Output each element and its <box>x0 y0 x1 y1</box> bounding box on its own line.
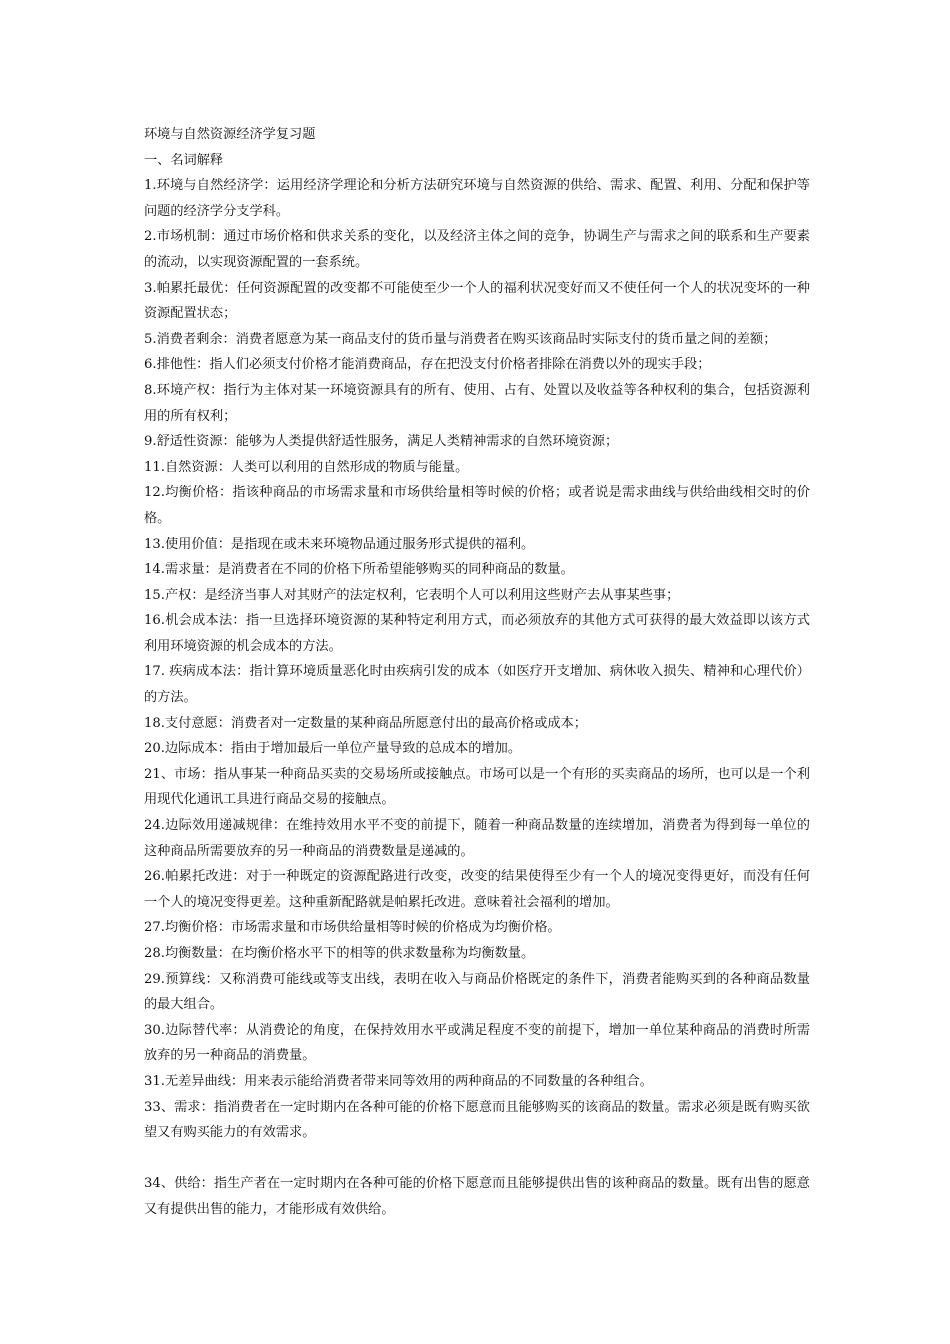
entry-13: 13.使用价值：是指现在或未来环境物品通过服务形式提供的福利。 <box>144 536 535 552</box>
entry-12: 12.均衡价格：指该种商品的市场需求量和市场供给量相等时候的价格；或者说是需求曲线与供给曲线相交时的价格。 <box>144 485 810 526</box>
entry-3: 3.帕累托最优：任何资源配置的改变都不可能使至少一个人的福利状况变好而又不使任何一个人的状况变坏的一种资源配置状态； <box>144 280 810 322</box>
entry-26: 26.帕累托改进：对于一种既定的资源配路进行改变，改变的结果使得至少有一个人的境况变得更好，而没有任何一个人的境况变得更差。这种重新配路就是帕累托改进。意味着社会福利的增加。 <box>144 869 810 910</box>
entry-16: 16.机会成本法：指一旦选择环境资源的某种特定利用方式，而必须放弃的其他方式可获得的最大效益即以该方式利用环境资源的机会成本的方法。 <box>144 613 810 654</box>
entry-17: 17. 疾病成本法：指计算环境质量恶化时由疾病引发的成本（如医疗开支增加、病休收入损失、精神和心理代价）的方法。 <box>144 664 810 706</box>
entry-29: 29.预算线：又称消费可能线或等支出线，表明在收入与商品价格既定的条件下，消费者能购买到的各种商品数量的最大组合。 <box>144 971 810 1013</box>
entry-34: 34、供给：指生产者在一定时期内在各种可能的价格下愿意而且能够提供出售的该种商品的数量。既有出售的愿意又有提供出售的能力，才能形成有效供给。 <box>144 1176 810 1217</box>
entry-15: 15.产权：是经济当事人对其财产的法定权利，它表明个人可以利用这些财产去从事某些事； <box>144 587 680 603</box>
document-page <box>144 122 810 1223</box>
entry-2: 2.市场机制：通过市场价格和供求关系的变化，以及经济主体之间的竞争，协调生产与需求之间的联系和生产要素的流动，以实现资源配置的一套系统。 <box>144 229 810 270</box>
section-heading: 一、名词解释 <box>144 152 224 168</box>
entry-9: 9.舒适性资源：能够为人类提供舒适性服务，满足人类精神需求的自然环境资源； <box>144 434 619 450</box>
entry-1: 1.环境与自然经济学：运用经济学理论和分析方法研究环境与自然资源的供给、需求、配置、利用、分配和保护等问题的经济学分支学科。 <box>144 178 810 219</box>
entry-6: 6.排他性：指人们必须支付价格才能消费商品，存在把没支付价格者排除在消费以外的现实手段； <box>144 357 711 373</box>
entry-21: 21、市场：指从事某一种商品买卖的交易场所或接触点。市场可以是一个有形的买卖商品的场所，也可以是一个利用现代化通讯工具进行商品交易的接触点。 <box>144 766 810 808</box>
entry-8: 8.环境产权：指行为主体对某一环境资源具有的所有、使用、占有、处置以及收益等各种权利的集合，包括资源利用的所有权利； <box>144 382 810 424</box>
entry-14: 14.需求量：是消费者在不同的价格下所希望能够购买的同种商品的数量。 <box>144 562 574 578</box>
entry-31: 31.无差异曲线：用来表示能给消费者带来同等效用的两种商品的不同数量的各种组合。 <box>144 1073 653 1089</box>
entry-5: 5.消费者剩余：消费者愿意为某一商品支付的货币量与消费者在购买该商品时实际支付的货币量之间的差额； <box>144 331 777 347</box>
entry-30: 30.边际替代率：从消费论的角度，在保持效用水平或满足程度不变的前提下，增加一单位某种商品的消费时所需放弃的另一种商品的消费量。 <box>144 1022 810 1064</box>
entry-33: 33、需求：指消费者在一定时期内在各种可能的价格下愿意而且能够购买的该商品的数量。需求必须是既有购买欲望又有购买能力的有效需求。 <box>144 1099 810 1141</box>
entry-11: 11.自然资源：人类可以利用的自然形成的物质与能量。 <box>144 459 469 475</box>
entry-24: 24.边际效用递减规律：在维持效用水平不变的前提下，随着一种商品数量的连续增加，消费者为得到每一单位的这种商品所需要放弃的另一种商品的消费数量是递减的。 <box>144 818 810 859</box>
entry-27: 27.均衡价格：市场需求量和市场供给量相等时候的价格成为均衡价格。 <box>144 920 561 936</box>
document-title: 环境与自然资源经济学复习题 <box>144 127 316 142</box>
entry-28: 28.均衡数量：在均衡价格水平下的相等的供求数量称为均衡数量。 <box>144 946 535 961</box>
entry-20: 20.边际成本：指由于增加最后一单位产量导致的总成本的增加。 <box>144 741 522 757</box>
entry-18: 18.支付意愿：消费者对一定数量的某种商品所愿意付出的最高价格或成本； <box>144 715 587 731</box>
blank-line <box>144 1146 810 1172</box>
